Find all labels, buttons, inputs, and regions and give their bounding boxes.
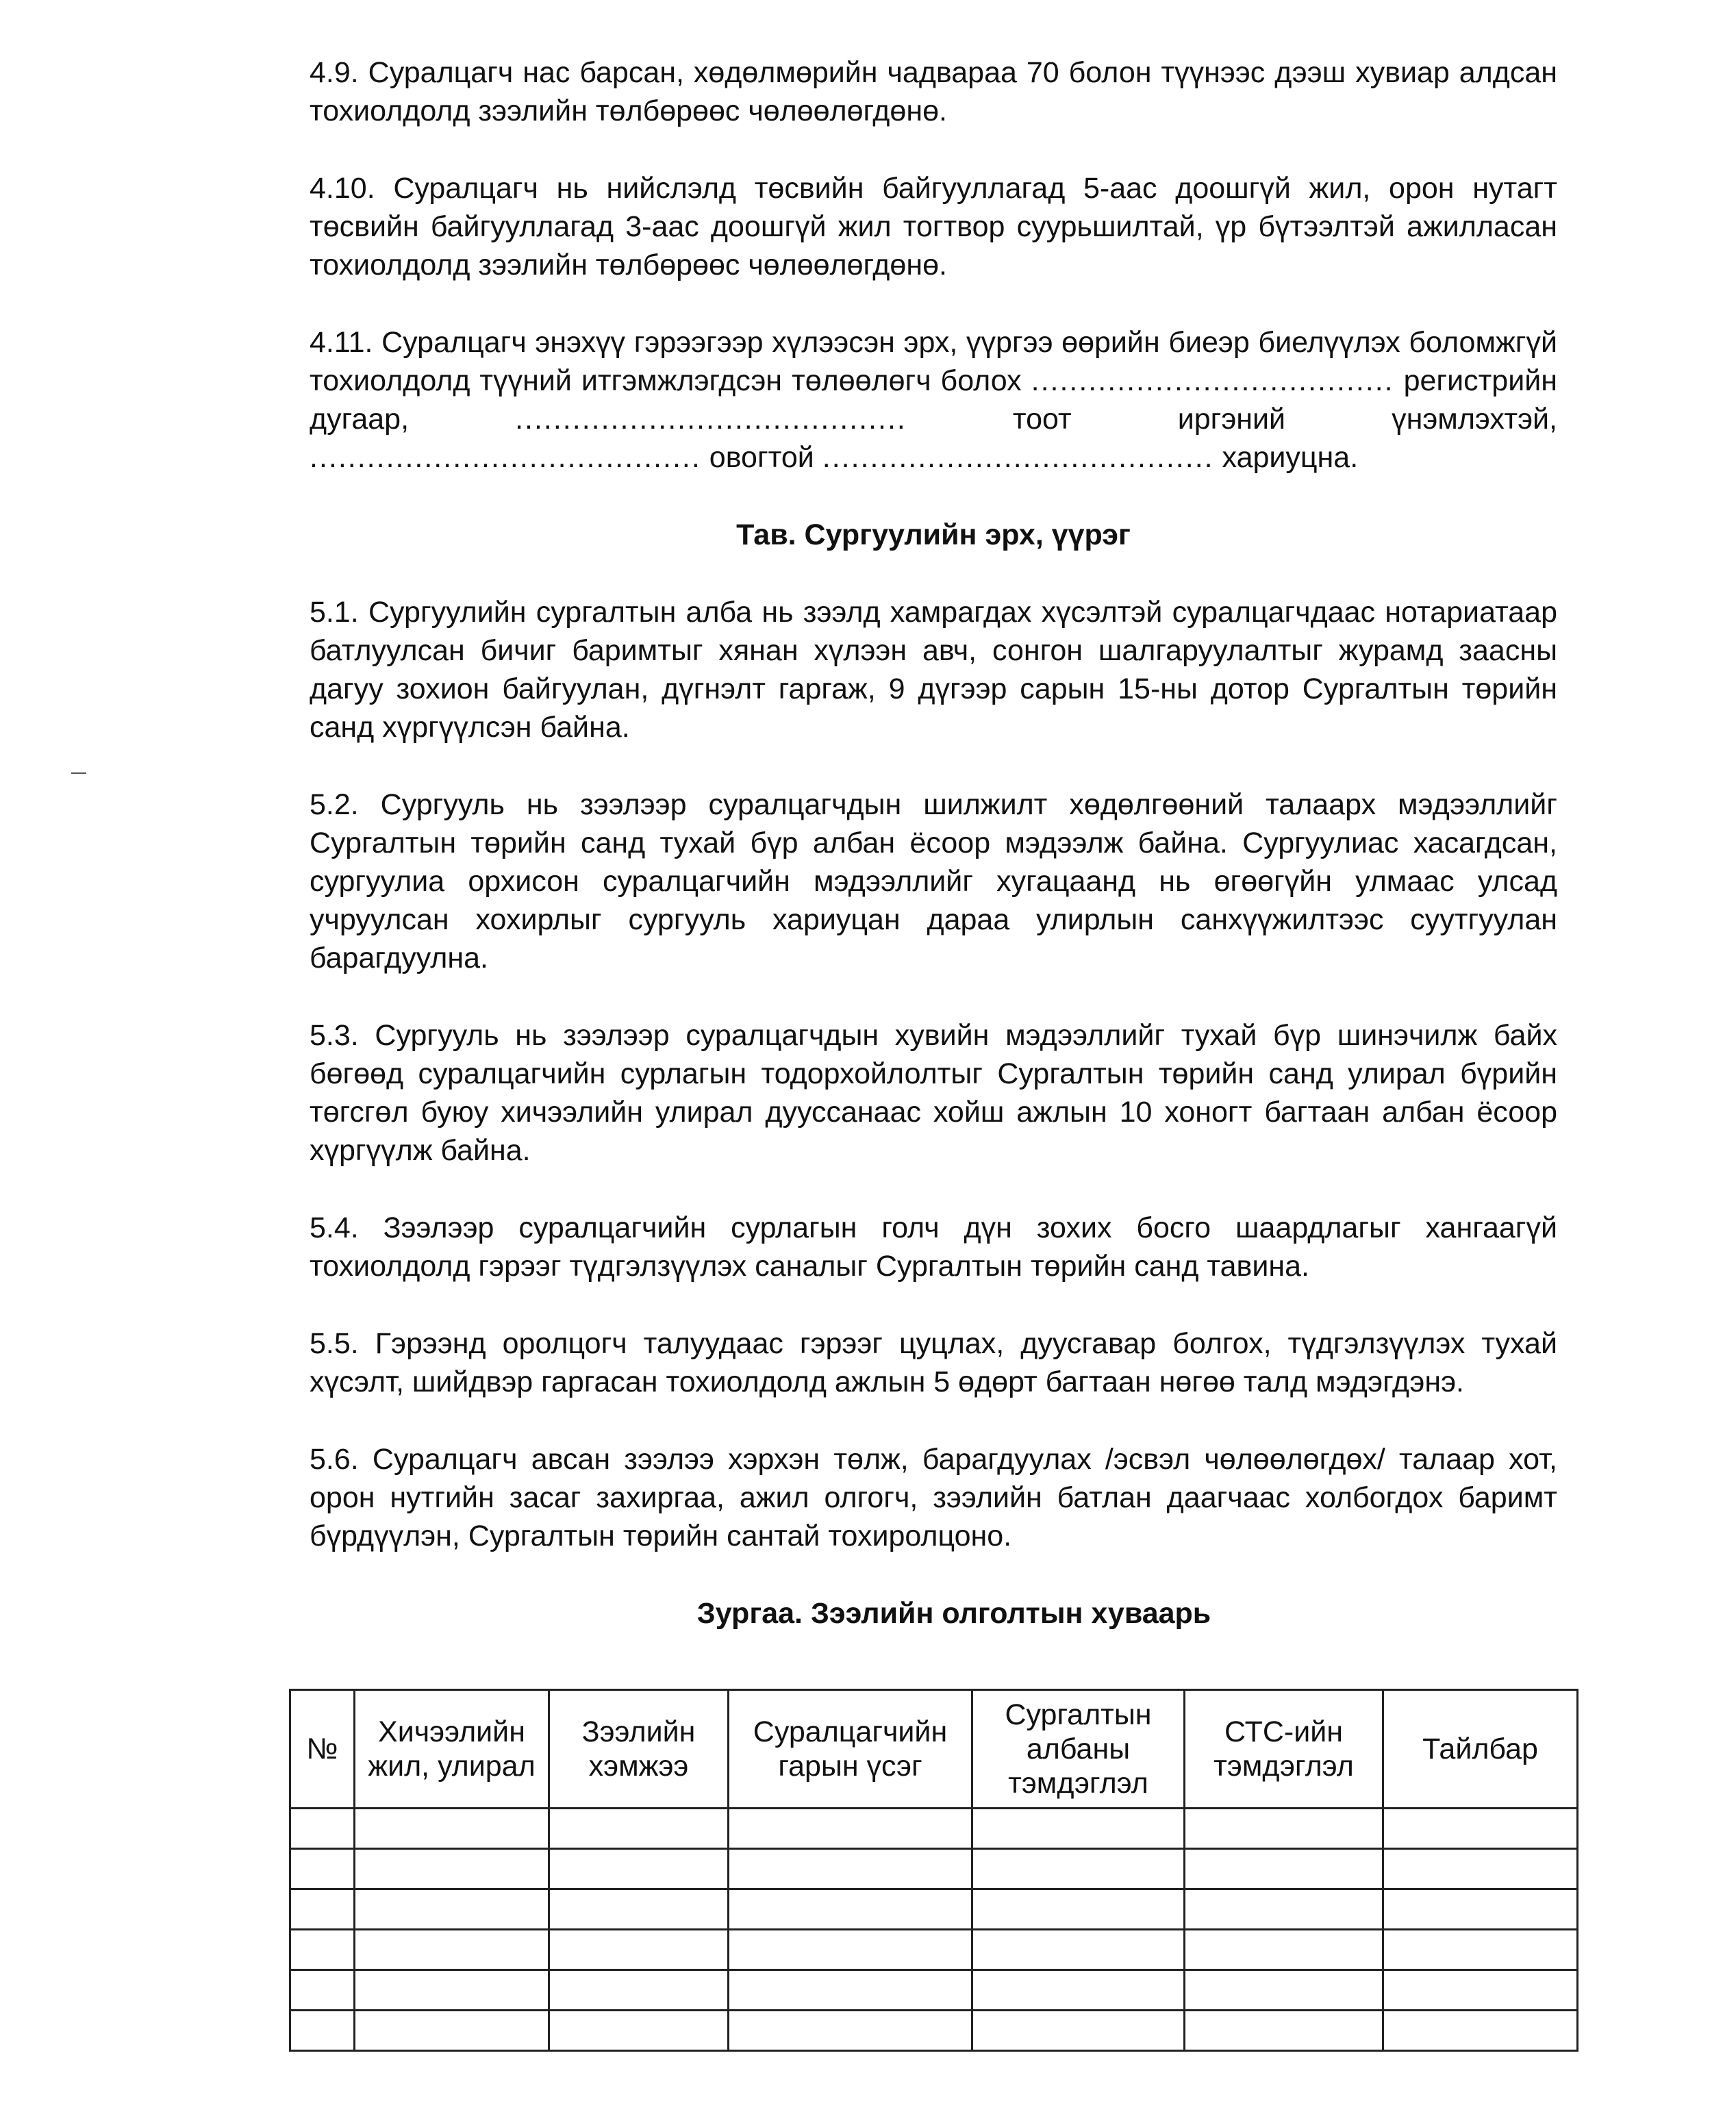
section-6-title: Зургаа. Зээлийн олголтын хуваарь [696, 1597, 1211, 1630]
table-cell [549, 1809, 729, 1849]
table-cell [549, 1889, 729, 1930]
table-cell [972, 2011, 1185, 2051]
paragraph-5-1: 5.1. Сургуулийн сургалтын алба нь зээлд хамрагдах хүсэлтэй суралцагчдаас нотариатаар батлуулсан бичиг баримтыг хянан хүлээн авч, сонгон шалгаруулалтыг журамд заасны дагуу зохион байгуулан, дүгнэлт гаргаж, 9 дүгээр сарын 15-ны дотор Сургалтын төрийн санд хүргүүлсэн байна. [310, 596, 1557, 744]
table-row [290, 1970, 1578, 2011]
table-cell [729, 1889, 972, 1930]
header-student-signature: Суралцагчийн гарын үсэг [729, 1690, 972, 1809]
table-cell [972, 1889, 1185, 1930]
paragraph-4-9: 4.9. Суралцагч нас барсан, хөдөлмөрийн чадвараа 70 болон түүнээс дээш хувиар алдсан тохиолдолд зээлийн төлбөрөөс чөлөөлөгдөнө. [310, 56, 1557, 127]
table-body [290, 1809, 1578, 2051]
table-cell [729, 1849, 972, 1889]
paragraph-5-4: 5.4. Зээлээр суралцагчийн сурлагын голч дүн зохих босго шаардлагыг хангаагүй тохиолдолд гэрээг түдгэлзүүлэх саналыг Сургалтын төрийн санд тавина. [310, 1211, 1557, 1283]
blank-field-given-name: ......................................... [822, 441, 1214, 474]
table-cell [729, 1809, 972, 1849]
document-page [310, 53, 1557, 1672]
table-cell [290, 2011, 355, 2051]
paragraph-4-11-text: 4.11. Суралцагч энэхүү гэрээгээр хүлээсэн эрх, үүргээ өөрийн биеэр биелүүлэх боломжгүй тохиолдолд түүний итгэмжлэгдсэн төлөөлөгч болох [310, 326, 1557, 397]
table-cell [1383, 1809, 1578, 1849]
table-cell [549, 1849, 729, 1889]
table-cell [972, 1930, 1185, 1970]
table-cell [1185, 1849, 1383, 1889]
paragraph-5-5: 5.5. Гэрээнд оролцогч талуудаас гэрээг цуцлах, дуусгавар болгох, түдгэлзүүлэх тухай хүсэлт, шийдвэр гаргасан тохиолдолд ажлын 5 өдөрт багтаан нөгөө талд мэдэгдэнэ. [310, 1327, 1557, 1398]
table-cell [355, 2011, 549, 2051]
table-cell [972, 1809, 1185, 1849]
table-cell [355, 1970, 549, 2011]
table-row [290, 1930, 1578, 1970]
header-sts-note: СТС-ийн тэмдэглэл [1185, 1690, 1383, 1809]
table-cell [729, 2011, 972, 2051]
table-cell [729, 1930, 972, 1970]
table-cell [1185, 2011, 1383, 2051]
loan-schedule-table [289, 1689, 1578, 2052]
table-cell [290, 1930, 355, 1970]
table-cell [1383, 2011, 1578, 2051]
table-cell [549, 1970, 729, 2011]
section-5-title: Тав. Сургуулийн эрх, үүрэг [736, 518, 1131, 551]
table-cell [729, 1970, 972, 2011]
table-cell [355, 1889, 549, 1930]
table-cell [1185, 1970, 1383, 2011]
paragraph-4-11 [310, 323, 1557, 477]
table-cell [290, 1849, 355, 1889]
table-cell [290, 1970, 355, 2011]
table-cell [549, 1930, 729, 1970]
paragraph-5-2: 5.2. Сургууль нь зээлээр суралцагчдын шилжилт хөдөлгөөний талаарх мэдээллийг Сургалтын төрийн санд тухай бүр албан ёсоор мэдээлж байна. Сургуулиас хасагдсан, сургуулиа орхисон суралцагчийн мэдээллийг хугацаанд нь өгөөгүйн улмаас улсад учруулсан хохирлыг сургууль хариуцан дараа улирлын санхүүжилтээс суутгуулан барагдуулна. [310, 788, 1557, 974]
label-surname: овогтой [709, 441, 814, 474]
header-number: № [290, 1690, 355, 1809]
table-row [290, 1849, 1578, 1889]
table-cell [1383, 1889, 1578, 1930]
paragraph-5-3: 5.3. Сургууль нь зээлээр суралцагчдын хувийн мэдээллийг тухай бүр шинэчилж байх бөгөөд суралцагчийн сурлагын тодорхойлолтыг Сургалтын төрийн санд улирал бүрийн төгсгөл буюу хичээлийн улирал дууссанаас хойш ажлын 10 хоногт багтаан албан ёсоор хүргүүлж байна. [310, 1019, 1557, 1167]
header-training-office-note: Сургалтын албаны тэмдэглэл [972, 1690, 1185, 1809]
table-cell [1383, 1970, 1578, 2011]
table-cell [355, 1930, 549, 1970]
label-responsible: хариуцна. [1222, 441, 1359, 474]
table-cell [355, 1809, 549, 1849]
table-cell [1185, 1889, 1383, 1930]
table-row [290, 1889, 1578, 1930]
paragraph-5-6: 5.6. Суралцагч авсан зээлээ хэрхэн төлж, барагдуулах /эсвэл чөлөөлөгдөх/ талаар хот, орон нутгийн засаг захиргаа, ажил олгогч, зээлийн батлан даагчаас холбогдох баримт бүрдүүлэн, Сургалтын төрийн сантай тохиролцоно. [310, 1443, 1557, 1552]
table-cell [290, 1809, 355, 1849]
blank-field-surname: ......................................... [310, 441, 701, 474]
table-cell [1383, 1930, 1578, 1970]
table-cell [290, 1889, 355, 1930]
table-cell [355, 1849, 549, 1889]
table-row [290, 2011, 1578, 2051]
paragraph-4-10: 4.10. Суралцагч нь нийслэлд төсвийн байгууллагад 5-аас доошгүй жил, орон нутагт төсвийн байгууллагад 3-аас доошгүй жил тогтвор суурьшилтай, үр бүтээлтэй ажилласан тохиолдолд зээлийн төлбөрөөс чөлөөлөгдөнө. [310, 172, 1557, 281]
table-cell [972, 1849, 1185, 1889]
header-academic-term: Хичээлийн жил, улирал [355, 1690, 549, 1809]
table-header-row [290, 1690, 1578, 1809]
blank-field-representative-name: ...................................... [1031, 364, 1394, 397]
scan-mark [71, 772, 86, 774]
label-id-card: тоот иргэний үнэмлэхтэй, [1012, 403, 1558, 436]
table-cell [972, 1970, 1185, 2011]
table-row [290, 1809, 1578, 1849]
table-cell [1185, 1809, 1383, 1849]
label-registration-number: регистрийн дугаар, [310, 364, 1557, 436]
table-cell [1185, 1930, 1383, 1970]
blank-field-id-number: ......................................... [515, 403, 907, 436]
table-cell [549, 2011, 729, 2051]
header-loan-amount: Зээлийн хэмжээ [549, 1690, 729, 1809]
table-cell [1383, 1849, 1578, 1889]
header-remarks: Тайлбар [1383, 1690, 1578, 1809]
